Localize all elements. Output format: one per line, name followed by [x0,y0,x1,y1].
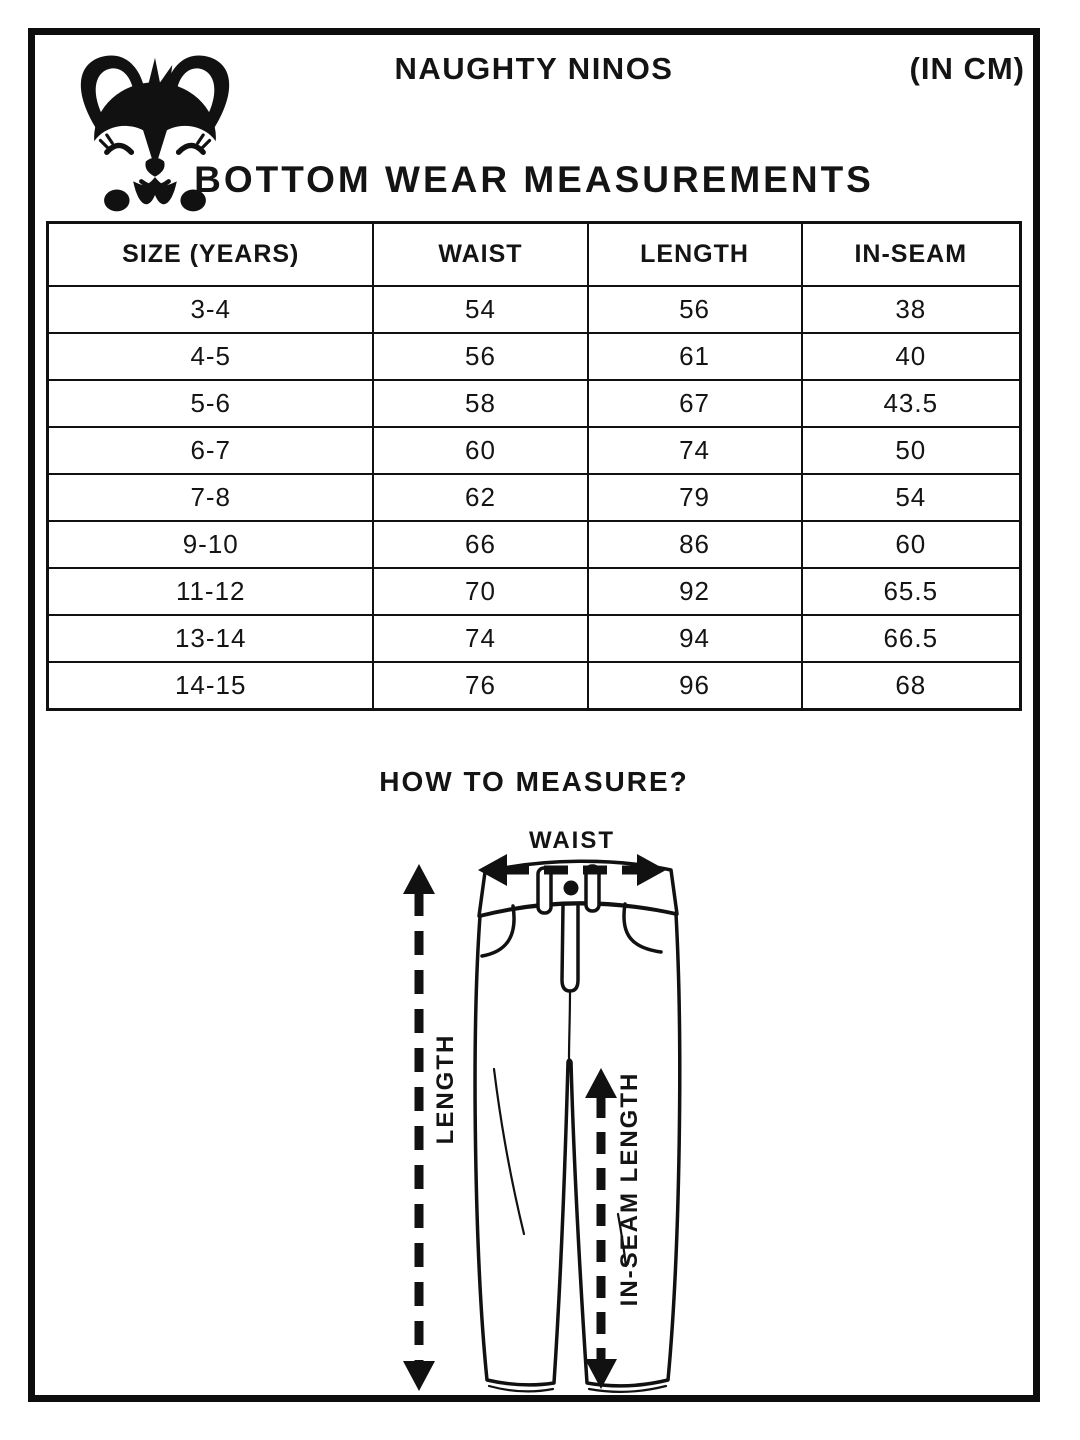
size-cell: 11-12 [48,568,374,615]
length-cell: 86 [588,521,802,568]
waist-cell: 62 [373,474,587,521]
table-row [48,286,1021,333]
waist-cell: 74 [373,615,587,662]
waist-cell: 60 [373,427,587,474]
inseam-cell: 65.5 [802,568,1021,615]
size-cell: 13-14 [48,615,374,662]
unit-label: (IN CM) [909,51,1025,86]
length-measure-arrow [403,864,459,1391]
how-to-measure-diagram [35,812,1035,1393]
pants-illustration-icon [475,861,680,1392]
table-row [48,568,1021,615]
size-cell: 3-4 [48,286,374,333]
waist-label: WAIST [529,827,615,854]
table-row [48,521,1021,568]
column-header-inseam: IN-SEAM [802,223,1021,287]
size-chart-sheet [28,28,1040,1402]
size-table [46,221,1022,711]
how-to-measure-title: HOW TO MEASURE? [379,766,689,797]
inseam-cell: 60 [802,521,1021,568]
length-cell: 96 [588,662,802,710]
waist-cell: 70 [373,568,587,615]
table-row [48,615,1021,662]
inseam-cell: 38 [802,286,1021,333]
table-row [48,333,1021,380]
waist-cell: 66 [373,521,587,568]
waist-cell: 58 [373,380,587,427]
inseam-cell: 68 [802,662,1021,710]
waist-cell: 54 [373,286,587,333]
table-row [48,380,1021,427]
length-cell: 74 [588,427,802,474]
size-cell: 14-15 [48,662,374,710]
size-cell: 7-8 [48,474,374,521]
size-cell: 9-10 [48,521,374,568]
length-cell: 61 [588,333,802,380]
inseam-cell: 66.5 [802,615,1021,662]
inseam-cell: 40 [802,333,1021,380]
page-title: BOTTOM WEAR MEASUREMENTS [194,159,874,200]
column-header-size: SIZE (YEARS) [48,223,374,287]
size-cell: 4-5 [48,333,374,380]
length-cell: 94 [588,615,802,662]
size-cell: 5-6 [48,380,374,427]
length-cell: 79 [588,474,802,521]
table-row [48,427,1021,474]
table-row [48,474,1021,521]
length-label: LENGTH [432,1033,459,1145]
inseam-cell: 54 [802,474,1021,521]
pants-measurement-diagram [35,812,1035,1393]
inseam-label: IN-SEAM LENGTH [616,1071,643,1307]
table-row [48,662,1021,710]
size-cell: 6-7 [48,427,374,474]
length-cell: 67 [588,380,802,427]
length-cell: 56 [588,286,802,333]
column-header-waist: WAIST [373,223,587,287]
brand-name: NAUGHTY NINOS [394,51,674,86]
inseam-cell: 43.5 [802,380,1021,427]
length-cell: 92 [588,568,802,615]
table-header-row [48,223,1021,287]
inseam-cell: 50 [802,427,1021,474]
waist-cell: 56 [373,333,587,380]
column-header-length: LENGTH [588,223,802,287]
waist-cell: 76 [373,662,587,710]
